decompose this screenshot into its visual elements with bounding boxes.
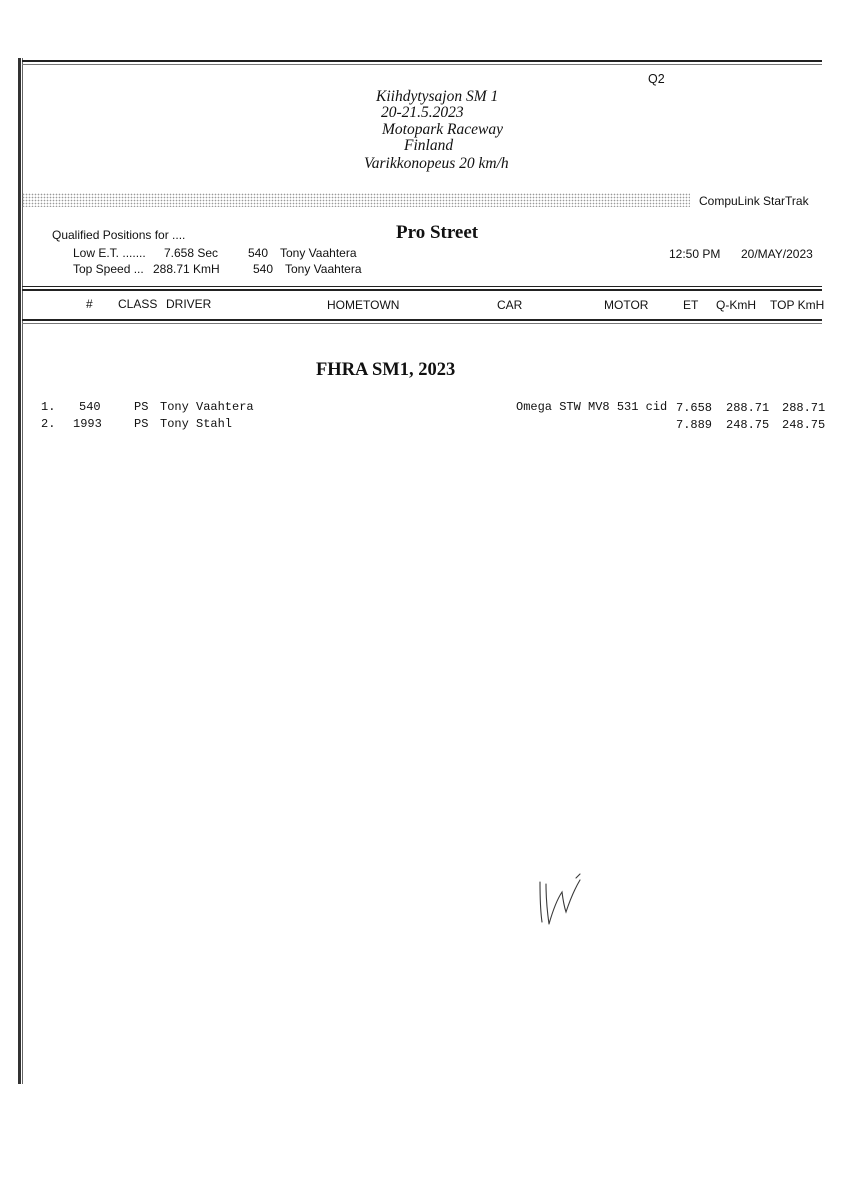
row-class: PS bbox=[134, 417, 149, 431]
row-et: 7.658 bbox=[676, 401, 713, 415]
top-speed-driver: Tony Vaahtera bbox=[285, 262, 362, 276]
row-car-number: 1993 bbox=[73, 417, 102, 431]
row-motor: Omega STW MV8 531 cid bbox=[516, 400, 668, 414]
column-header-rule-bottom2 bbox=[22, 323, 822, 324]
col-q-kmh: Q-KmH bbox=[716, 298, 756, 312]
dotted-separator bbox=[22, 193, 690, 207]
brand-label: CompuLink StarTrak bbox=[699, 194, 809, 208]
low-et-label: Low E.T. ....... bbox=[73, 246, 146, 260]
column-header-rule-top2 bbox=[22, 289, 822, 291]
class-title: Pro Street bbox=[396, 222, 479, 243]
row-class: PS bbox=[134, 400, 149, 414]
qualified-heading: Qualified Positions for .... bbox=[52, 228, 186, 242]
row-position: 2. bbox=[41, 417, 56, 431]
event-dates: 20-21.5.2023 bbox=[381, 104, 464, 121]
event-venue: Motopark Raceway bbox=[382, 121, 503, 138]
row-top-kmh: 288.71 bbox=[782, 401, 826, 415]
section-title: FHRA SM1, 2023 bbox=[316, 360, 456, 380]
event-country: Finland bbox=[404, 137, 454, 154]
page-frame-left bbox=[18, 58, 21, 1084]
low-et-value: 7.658 Sec bbox=[164, 246, 219, 260]
report-date: 20/MAY/2023 bbox=[741, 247, 813, 261]
row-car-number: 540 bbox=[79, 400, 101, 414]
col-class: CLASS bbox=[118, 297, 158, 311]
row-driver: Tony Stahl bbox=[160, 417, 233, 431]
report-time: 12:50 PM bbox=[669, 247, 721, 261]
col-et: ET bbox=[683, 298, 699, 312]
report-id: Q2 bbox=[648, 72, 665, 86]
col-hometown: HOMETOWN bbox=[327, 298, 400, 312]
col-number: # bbox=[86, 297, 93, 311]
top-speed-value: 288.71 KmH bbox=[153, 262, 220, 276]
row-position: 1. bbox=[41, 400, 56, 414]
column-header-rule-bottom bbox=[22, 319, 822, 321]
row-top-kmh: 248.75 bbox=[782, 418, 826, 432]
top-rule-thin bbox=[22, 64, 822, 65]
top-rule bbox=[22, 60, 822, 62]
low-et-car-number: 540 bbox=[248, 246, 269, 260]
event-pit-speed: Varikkonopeus 20 km/h bbox=[364, 155, 509, 172]
row-et: 7.889 bbox=[676, 418, 713, 432]
row-q-kmh: 288.71 bbox=[726, 401, 770, 415]
handwritten-signature bbox=[534, 870, 594, 930]
col-driver: DRIVER bbox=[166, 297, 212, 311]
col-top-kmh: TOP KmH bbox=[770, 298, 825, 312]
top-speed-car-number: 540 bbox=[253, 262, 274, 276]
low-et-driver: Tony Vaahtera bbox=[280, 246, 357, 260]
col-motor: MOTOR bbox=[604, 298, 649, 312]
col-car: CAR bbox=[497, 298, 523, 312]
page-frame-left-inner bbox=[22, 58, 23, 1084]
event-name: Kiihdytysajon SM 1 bbox=[376, 88, 499, 105]
column-header-rule-top bbox=[22, 286, 822, 287]
row-q-kmh: 248.75 bbox=[726, 418, 770, 432]
top-speed-label: Top Speed ... bbox=[73, 262, 144, 276]
row-driver: Tony Vaahtera bbox=[160, 400, 254, 414]
